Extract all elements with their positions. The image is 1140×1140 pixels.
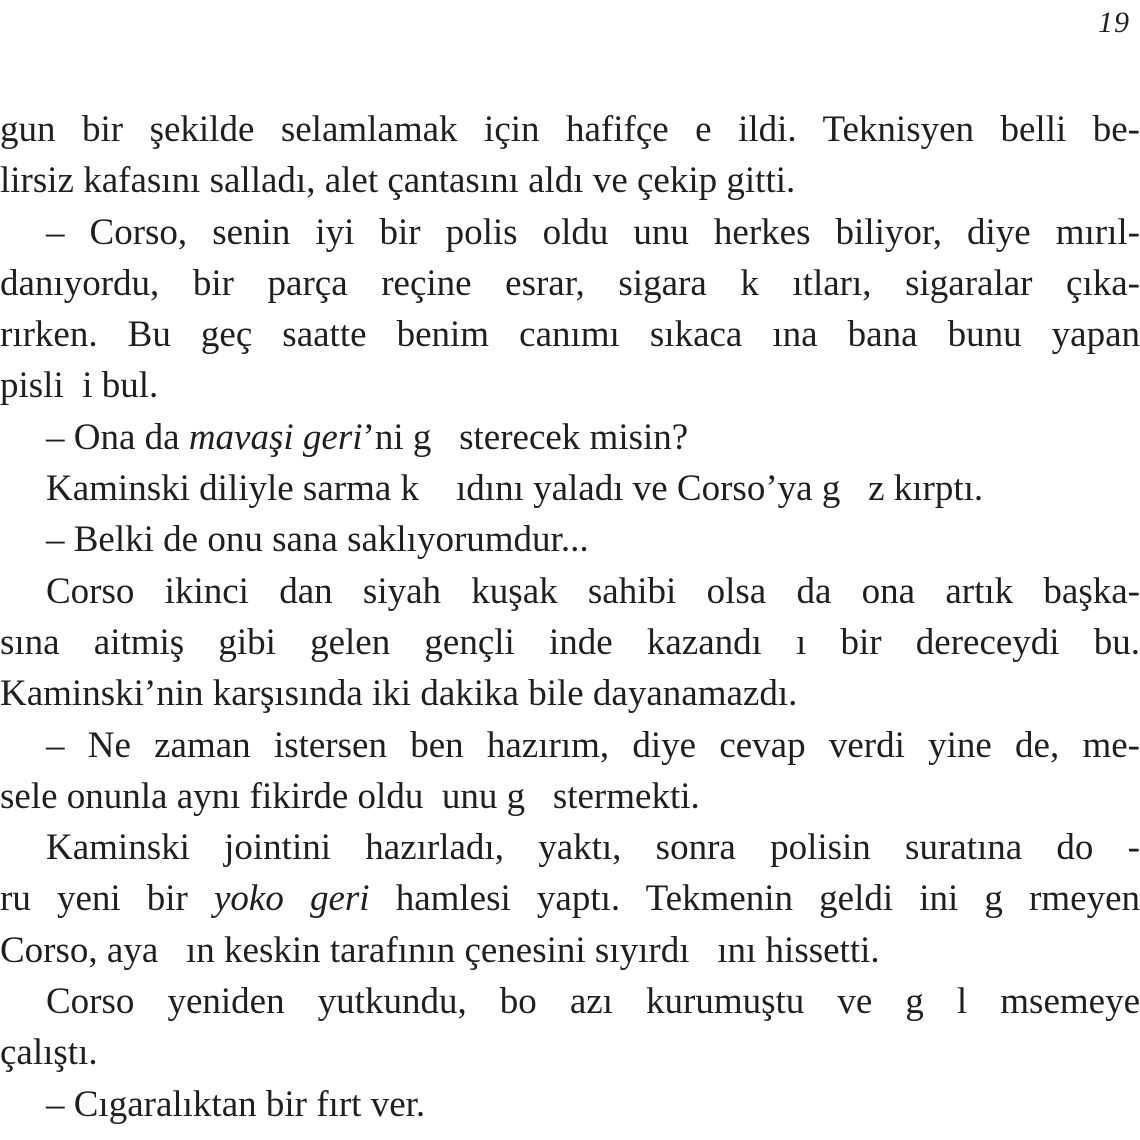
text-line: Kaminski’nin karşısında iki dakika bile dayanamazdı. [0,673,798,715]
text-segment: ru yeni bir [0,878,214,920]
text-line [0,873,1140,924]
text-line [0,412,1140,463]
emphasis: mavaşi geri [188,416,363,458]
text-line: Corso, aya ın keskin tarafının çenesini sıyırdı ını hissetti. [0,929,880,971]
text-line: Kaminski diliyle sarma k ıdını yaladı ve Corso’ya g z kırptı. [46,468,984,510]
text-line: – Cıgaralıktan bir fırt ver. [46,1083,426,1125]
text-segment: hamlesi yaptı. Tekmenin geldi ini g rmeyen [395,878,1140,920]
text-line: lirsiz kafasını salladı, alet çantasını aldı ve çekip gitti. [0,160,796,202]
text-line: – Belki de onu sana saklıyorumdur... [46,519,589,561]
text-line: rırken. Bu geç saatte benim canımı sıkaca ına bana bunu yapan [0,314,1140,356]
text-line: Corso ikinci dan siyah kuşak sahibi olsa da ona artık başka- [46,570,1140,612]
text-segment: – Ona da [46,416,189,458]
body-text [0,104,1140,1130]
text-line: danıyordu, bir parça reçine esrar, sigara k ıtları, sigaralar çıka- [0,262,1140,304]
text-line: – Corso, senin iyi bir polis oldu unu herkes biliyor, diye mırıl- [46,211,1140,253]
text-line: Corso yeniden yutkundu, bo azı kurumuştu ve g l msemeye [46,981,1140,1023]
text-line: çalıştı. [0,1032,98,1074]
page-number: 19 [1098,6,1130,39]
text-line: pisli i bul. [0,365,159,407]
text-line: sına aitmiş gibi gelen gençli inde kazandı ı bir dereceydi bu. [0,621,1140,663]
text-line: Kaminski jointini hazırladı, yaktı, sonra polisin suratına do - [46,827,1140,869]
text-segment: ’ni g sterecek misin? [362,416,689,458]
text-line: gun bir şekilde selamlamak için hafifçe e ildi. Teknisyen belli be- [0,109,1140,150]
text-line: sele onunla aynı fikirde oldu unu g stermekti. [0,775,700,817]
text-line: – Ne zaman istersen ben hazırım, diye cevap verdi yine de, me- [46,724,1140,766]
emphasis: yoko geri [214,878,370,920]
